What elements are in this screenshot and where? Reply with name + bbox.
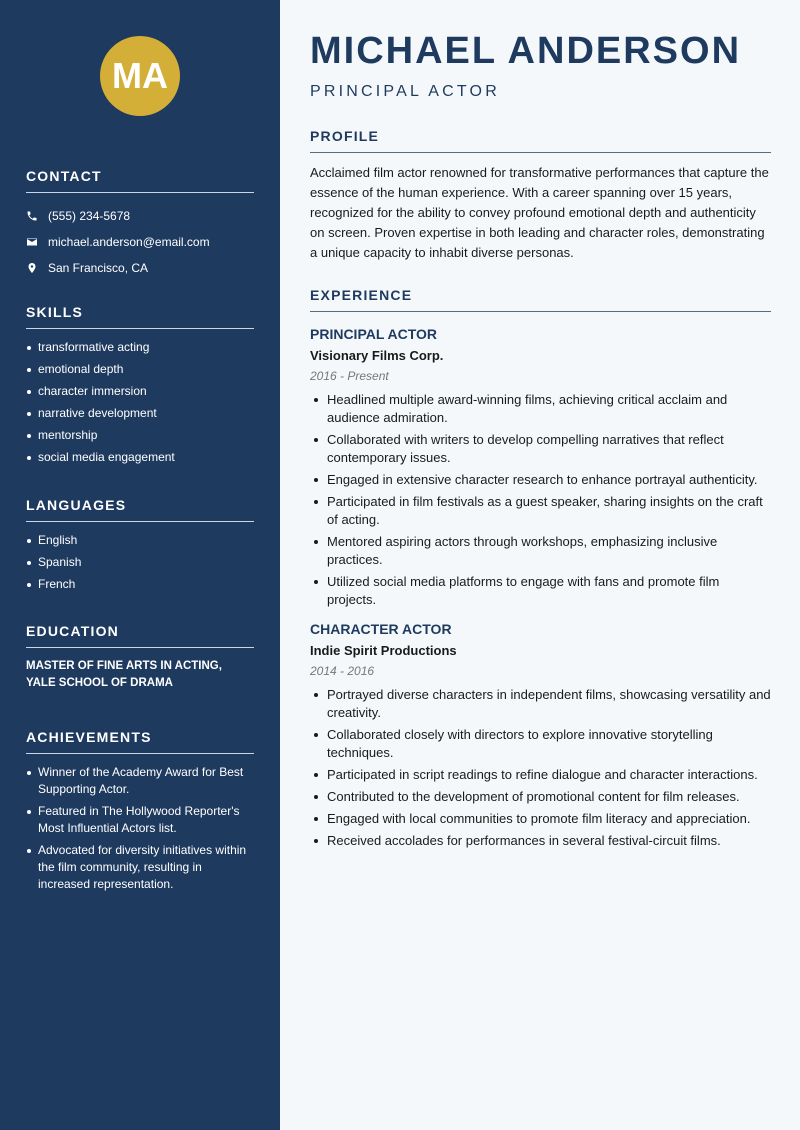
- contact-heading: CONTACT: [26, 168, 254, 193]
- contact-email: michael.anderson@email.com: [26, 229, 254, 255]
- skills-list: [26, 339, 254, 466]
- skills-section: [26, 304, 254, 471]
- job-bullets: [310, 686, 771, 850]
- job-dates: 2014 - 2016: [310, 664, 375, 678]
- candidate-name: MICHAEL ANDERSON: [310, 30, 742, 72]
- list-item: Participated in film festivals as a guest speaker, sharing insights on the craft of acting.: [310, 493, 771, 529]
- list-item: Participated in script readings to refine dialogue and character interactions.: [310, 766, 771, 784]
- contact-section: [26, 168, 254, 281]
- phone-icon: [26, 210, 38, 222]
- list-item: Received accolades for performances in several festival-circuit films.: [310, 832, 771, 850]
- contact-phone: (555) 234-5678: [26, 203, 254, 229]
- list-item: character immersion: [26, 383, 254, 400]
- contact-location: San Francisco, CA: [26, 255, 254, 281]
- mail-icon: [26, 236, 38, 248]
- achievements-section: [26, 729, 254, 898]
- job-entry: [310, 326, 771, 609]
- list-item: Contributed to the development of promotional content for film releases.: [310, 788, 771, 806]
- profile-text: Acclaimed film actor renowned for transformative performances that capture the essence of the human experience. With a career spanning over 15 years, recognized for the ability to convey profound emotional depth and authenticity on screen. Proven expertise in both leading and character roles, demonstrating a unique capacity to inhabit diverse personas.: [310, 165, 769, 260]
- education-section: [26, 623, 254, 692]
- experience-heading: EXPERIENCE: [310, 287, 771, 312]
- sidebar: [0, 0, 280, 1130]
- profile-section: [310, 128, 771, 263]
- list-item: Advocated for diversity initiatives within the film community, resulting in increased representation.: [26, 842, 254, 893]
- languages-section: [26, 497, 254, 598]
- profile-heading: PROFILE: [310, 128, 771, 153]
- list-item: Featured in The Hollywood Reporter's Most Influential Actors list.: [26, 803, 254, 837]
- list-item: Spanish: [26, 554, 254, 571]
- location-pin-icon: [26, 262, 38, 274]
- languages-heading: LANGUAGES: [26, 497, 254, 522]
- list-item: Winner of the Academy Award for Best Supporting Actor.: [26, 764, 254, 798]
- list-item: Engaged with local communities to promote film literacy and appreciation.: [310, 810, 771, 828]
- list-item: transformative acting: [26, 339, 254, 356]
- list-item: mentorship: [26, 427, 254, 444]
- job-company: Visionary Films Corp.: [310, 348, 444, 363]
- job-company: Indie Spirit Productions: [310, 643, 457, 658]
- list-item: Mentored aspiring actors through workshops, emphasizing inclusive practices.: [310, 533, 771, 569]
- list-item: Collaborated closely with directors to explore innovative storytelling techniques.: [310, 726, 771, 762]
- list-item: Engaged in extensive character research to enhance portrayal authenticity.: [310, 471, 771, 489]
- candidate-title: PRINCIPAL ACTOR: [310, 83, 500, 100]
- list-item: social media engagement: [26, 449, 254, 466]
- achievements-list: [26, 764, 254, 893]
- list-item: Portrayed diverse characters in independent films, showcasing versatility and creativity.: [310, 686, 771, 722]
- achievements-heading: ACHIEVEMENTS: [26, 729, 254, 754]
- list-item: Utilized social media platforms to engage with fans and promote film projects.: [310, 573, 771, 609]
- avatar: MA: [100, 36, 180, 116]
- education-degree: MASTER OF FINE ARTS IN ACTING, YALE SCHOOL OF DRAMA: [26, 660, 222, 689]
- job-dates: 2016 - Present: [310, 369, 389, 383]
- job-role: CHARACTER ACTOR: [310, 621, 452, 637]
- experience-section: [310, 287, 771, 854]
- languages-list: [26, 532, 254, 593]
- job-entry: [310, 621, 771, 850]
- list-item: English: [26, 532, 254, 549]
- education-heading: EDUCATION: [26, 623, 254, 648]
- list-item: emotional depth: [26, 361, 254, 378]
- list-item: Headlined multiple award-winning films, achieving critical acclaim and audience admiration.: [310, 391, 771, 427]
- list-item: Collaborated with writers to develop compelling narratives that reflect contemporary issues.: [310, 431, 771, 467]
- list-item: narrative development: [26, 405, 254, 422]
- skills-heading: SKILLS: [26, 304, 254, 329]
- list-item: French: [26, 576, 254, 593]
- job-bullets: [310, 391, 771, 609]
- job-role: PRINCIPAL ACTOR: [310, 326, 438, 342]
